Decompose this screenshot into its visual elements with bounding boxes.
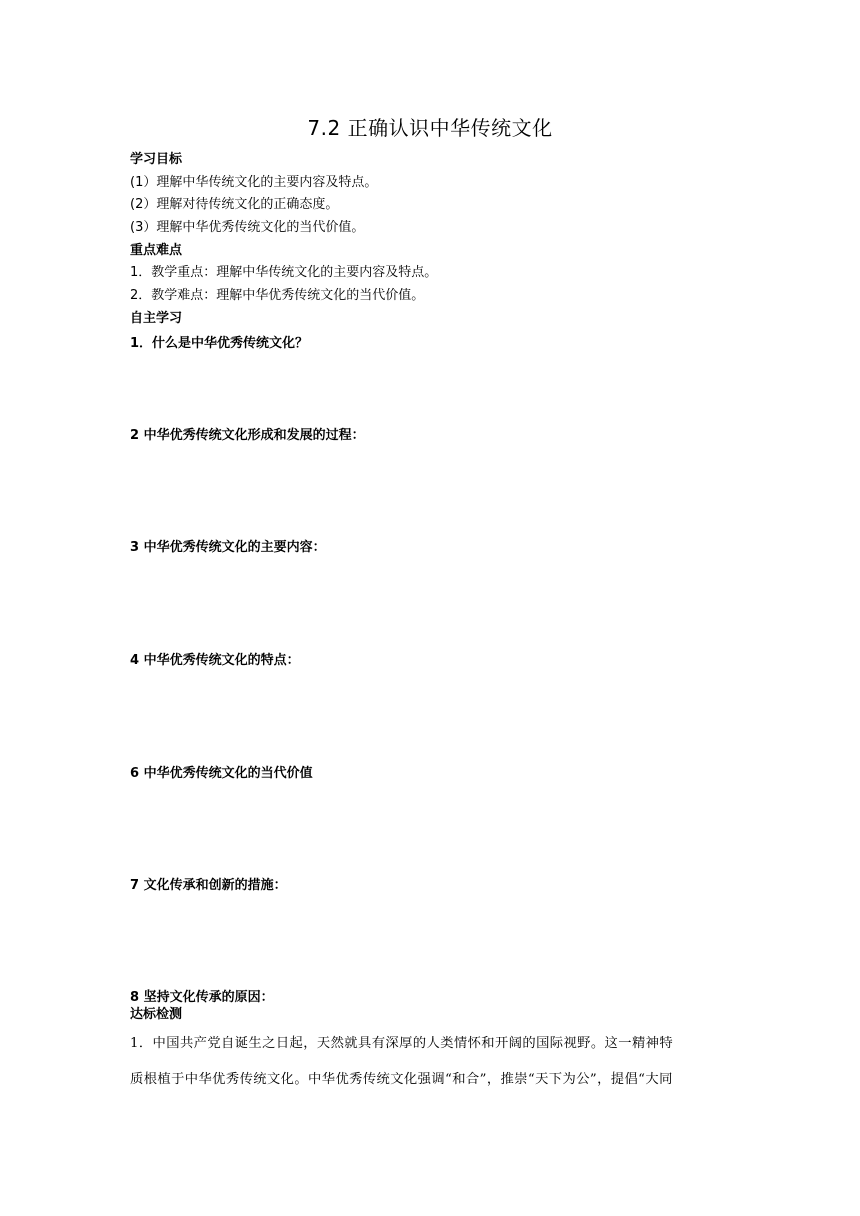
key-point-item: 1．教学重点：理解中华传统文化的主要内容及特点。 [130,265,438,280]
key-points-heading: 重点难点 [130,243,183,258]
objective-item: (1）理解中华传统文化的主要内容及特点。 [130,175,378,190]
assessment-line: 1．中国共产党自诞生之日起，天然就具有深厚的人类情怀和开阔的国际视野。这一精神特 [130,1036,674,1051]
question-item: 3 中华优秀传统文化的主要内容： [130,540,326,555]
objective-item: (2）理解对待传统文化的正确态度。 [130,197,339,212]
assessment-line: 质根植于中华优秀传统文化。中华优秀传统文化强调“和合”，推崇“天下为公”，提倡“大同 [130,1072,673,1087]
assessment-heading: 达标检测 [130,1007,183,1022]
question-item: 1．什么是中华优秀传统文化？ [130,336,309,351]
document-title: 7.2 正确认识中华传统文化 [307,116,553,140]
key-point-item: 2．教学难点：理解中华优秀传统文化的当代价值。 [130,288,425,303]
question-item: 6 中华优秀传统文化的当代价值 [130,766,313,781]
self-study-heading: 自主学习 [130,311,183,326]
question-item: 7 文化传承和创新的措施： [130,878,287,893]
question-item: 8 坚持文化传承的原因： [130,990,274,1005]
assessment-paragraph [130,1026,742,1098]
question-item: 4 中华优秀传统文化的特点： [130,653,300,668]
objectives-heading: 学习目标 [130,152,183,167]
objective-item: (3）理解中华优秀传统文化的当代价值。 [130,220,365,235]
question-item: 2 中华优秀传统文化形成和发展的过程： [130,428,365,443]
